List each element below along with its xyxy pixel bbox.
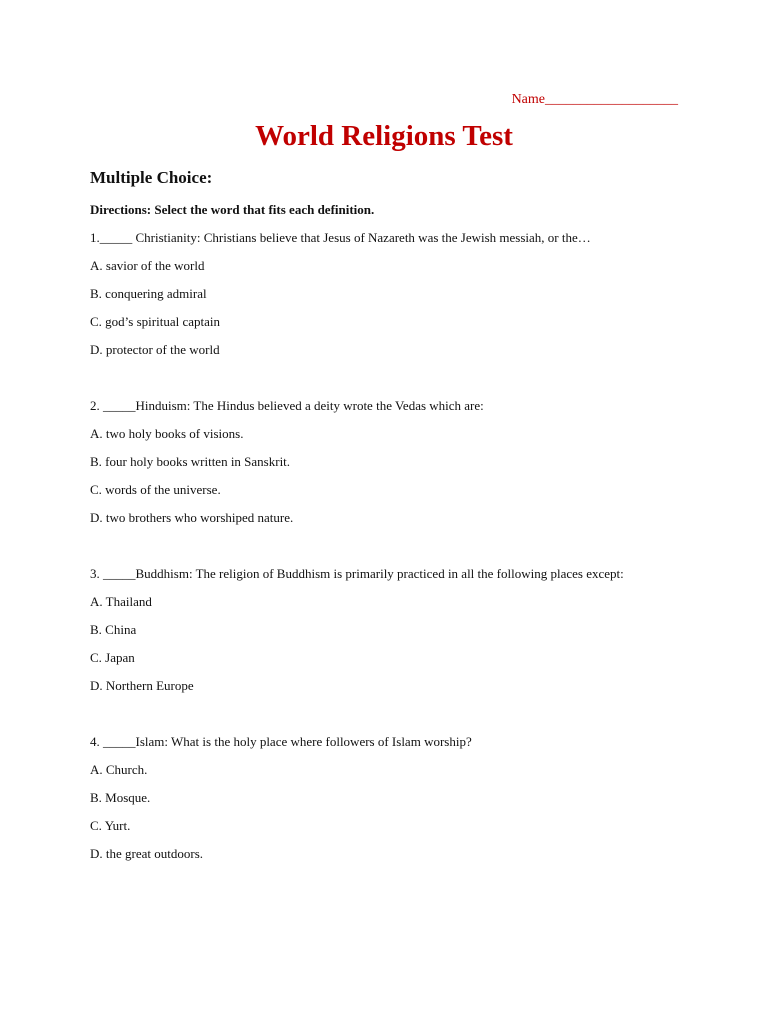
question-1-option-b: B. conquering admiral: [90, 286, 207, 301]
name-field-line: Name___________________: [511, 92, 678, 107]
question-3-option-c: C. Japan: [90, 650, 135, 665]
question-4-text: 4. _____Islam: What is the holy place where followers of Islam worship?: [90, 734, 472, 749]
question-3-option-b: B. China: [90, 622, 137, 637]
question-3-option-d: D. Northern Europe: [90, 678, 194, 693]
question-4-option-a: A. Church.: [90, 762, 148, 777]
question-3: [90, 566, 710, 706]
question-2: [90, 398, 710, 538]
question-2-option-b: B. four holy books written in Sanskrit.: [90, 454, 291, 469]
directions-text: Directions: Select the word that fits each definition.: [90, 202, 375, 217]
document-title: World Religions Test: [255, 120, 513, 152]
question-4-option-b: B. Mosque.: [90, 790, 151, 805]
question-1-option-c: C. god’s spiritual captain: [90, 314, 220, 329]
question-2-option-a: A. two holy books of visions.: [90, 426, 244, 441]
question-1-text: 1._____ Christianity: Christians believe that Jesus of Nazareth was the Jewish messiah, or the…: [90, 230, 591, 245]
question-4-option-d: D. the great outdoors.: [90, 846, 204, 861]
question-3-text: 3. _____Buddhism: The religion of Buddhism is primarily practiced in all the following places except:: [90, 566, 624, 581]
question-1-option-a: A. savior of the world: [90, 258, 205, 273]
question-3-option-a: A. Thailand: [90, 594, 152, 609]
question-2-option-c: C. words of the universe.: [90, 482, 221, 497]
question-2-text: 2. _____Hinduism: The Hindus believed a deity wrote the Vedas which are:: [90, 398, 484, 413]
question-1-option-d: D. protector of the world: [90, 342, 220, 357]
question-4: [90, 734, 710, 874]
question-2-option-d: D. two brothers who worshiped nature.: [90, 510, 294, 525]
question-1: [90, 230, 710, 370]
question-4-option-c: C. Yurt.: [90, 818, 131, 833]
section-heading: Multiple Choice:: [90, 168, 213, 187]
